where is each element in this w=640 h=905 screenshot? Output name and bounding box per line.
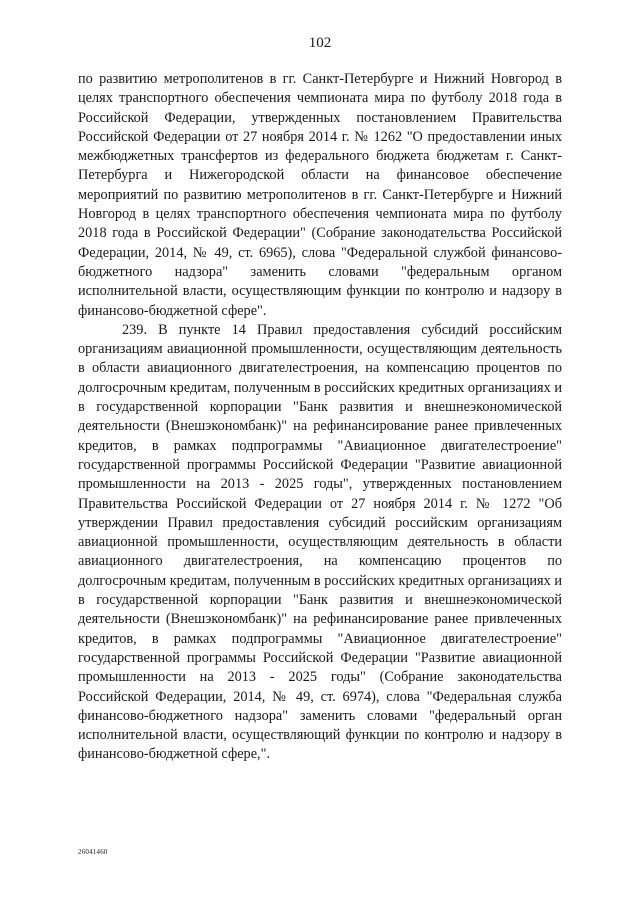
paragraph-continuation: по развитию метрополитенов в гг. Санкт-Петербурге и Нижний Новгород в целях транспортного обеспечения чемпионата мира по футболу 2018 года в Российской Федерации, утвержденных постановлением Правительства Российской Федерации от 27 ноября 2014 г. № 1262 "О предоставлении иных межбюджетных трансфертов из федерального бюджета бюджетам г. Санкт-Петербурга и Нижегородской области на финансовое обеспечение мероприятий по развитию метрополитенов в гг. Санкт-Петербурге и Нижний Новгород в целях транспортного обеспечения чемпионата мира по футболу 2018 года в Российской Федерации" (Собрание законодательства Российской Федерации, 2014, № 49, ст. 6965), слова "Федеральной службой финансово-бюджетного надзора" заменить словами "федеральным органом исполнительной власти, осуществляющим функции по контролю и надзору в финансово-бюджетной сфере". bbox=[78, 71, 562, 319]
document-body bbox=[78, 70, 562, 765]
page-number: 102 bbox=[308, 35, 332, 51]
paragraph-item-239: 239. В пункте 14 Правил предоставления субсидий российским организациям авиационной промышленности, осуществляющим деятельность в области авиационного двигателестроения, на компенсацию процентов по долгосрочным кредитам, полученным в российских кредитных организациях и в государственной корпорации "Банк развития и внешнеэкономической деятельности (Внешэкономбанк)" на рефинансирование ранее привлеченных кредитов, в рамках подпрограммы "Авиационное двигателестроение" государственной программы Российской Федерации "Развитие авиационной промышленности на 2013 - 2025 годы", утвержденных постановлением Правительства Российской Федерации от 27 ноября 2014 г. № 1272 "Об утверждении Правил предоставления субсидий российским организациям авиационной промышленности, осуществляющим деятельность в области авиационного двигателестроения, на компенсацию процентов по долгосрочным кредитам, полученным в российских кредитных организациях и в государственной корпорации "Банк развития и внешнеэкономической деятельности (Внешэкономбанк)" на рефинансирование ранее привлеченных кредитов, в рамках подпрограммы "Авиационное двигателестроение" государственной программы Российской Федерации "Развитие авиационной промышленности на 2013 - 2025 годы" (Собрание законодательства Российской Федерации, 2014, № 49, ст. 6974), слова "Федеральная служба финансово-бюджетного надзора" заменить словами "федеральный орган исполнительной власти, осуществляющий функции по контролю и надзору в финансово-бюджетной сфере,". bbox=[78, 321, 562, 763]
document-code: 26041460 bbox=[78, 848, 108, 856]
